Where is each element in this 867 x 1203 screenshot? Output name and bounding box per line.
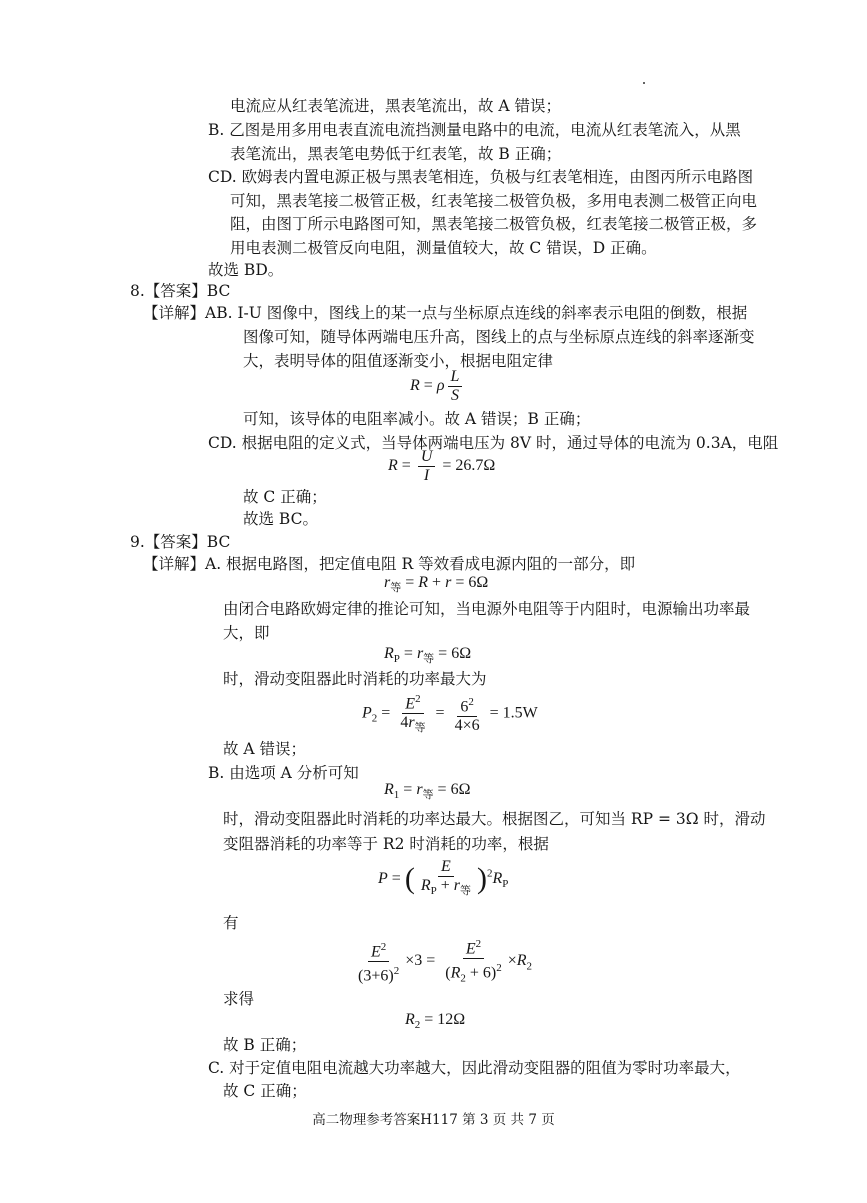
equation-resistance-value: R = $\frac{U}{I}$ = 26.7Ω [388,448,496,484]
speck-dot [643,82,645,84]
text-line: B. 由选项 A 分析可知 [208,764,359,782]
text-line: 故 A 错误； [223,740,307,758]
text-line: B. 乙图是用多用电表直流电流挡测量电路中的电流，电流从红表笔流入，从黑 [208,121,741,139]
text-line: CD. 根据电阻的定义式，当导体两端电压为 8V 时，通过导体的电流为 0.3A，电阻 [208,434,779,452]
equation-r1: $R_1 = r_等 = 6\Omega$ [384,781,471,802]
text-line: 求得 [223,990,255,1008]
text-line: 时，滑动变阻器此时消耗的功率最大为 [223,670,487,688]
text-line: 大，表明导体的阻值逐渐变小，根据电阻定律 [243,352,554,370]
text-line: 故 C 正确； [223,1082,307,1100]
equation-rp: $R_P = r_等 = 6\Omega$ [384,645,472,666]
text-line: 可知，黑表笔接二极管正极，红表笔接二极管负极，多用电表测二极管正向电 [230,192,758,210]
answer-heading-8: 8.【答案】BC [130,282,231,300]
text-line: 故选 BD。 [208,261,284,279]
text-line: 图像可知，随导体两端电压升高，图线上的点与坐标原点连线的斜率逐渐变 [243,328,755,346]
text-line: 故 B 正确； [223,1036,307,1054]
text-line: 电流应从红表笔流进，黑表笔流出，故 A 错误； [230,97,562,115]
equation-equivalent-r: $r_等 = R + r = 6\Omega$ [384,574,489,595]
page-footer: 高二物理参考答案H117 第 3 页 共 7 页 [312,1112,555,1128]
text-line: C. 对于定值电阻电流越大功率越大，因此滑动变阻器的阻值为零时功率最大， [208,1059,741,1077]
text-line: 有 [223,914,239,932]
text-line: 可知，该导体的电阻率减小。故 A 错误；B 正确； [243,410,591,428]
text-line: 时，滑动变阻器此时消耗的功率达最大。根据图乙，可知当 RP = 3Ω 时，滑动 [223,810,766,828]
text-line: 阻，由图丁所示电路图可知，黑表笔接二极管负极，红表笔接二极管正极，多 [230,215,758,233]
text-line: 大，即 [223,624,270,642]
equation-power-balance: $\frac{E^2}{(3+6)^2}$ ×3 = $\frac{E^2}{(R_2 + 6)^2}$ $\times R_2$ [352,935,532,988]
answer-heading-9: 9.【答案】BC [130,533,231,551]
text-line: 故 C 正确； [243,488,327,506]
text-line: CD. 欧姆表内置电源正极与黑表笔相连，负极与红表笔相连，由图丙所示电路图 [208,168,754,186]
equation-p2: $P_2$ = $\frac{E^2}{4r_等}$ = $\frac{6^2}{4\times 6}$ = 1.5W [362,690,538,738]
text-line: 变阻器消耗的功率等于 R2 时消耗的功率，根据 [223,835,549,853]
text-line: 【详解】AB. I-U 图像中，图线上的某一点与坐标原点连线的斜率表示电阻的倒数，根据 [143,304,748,322]
equation-r2: $R_2 = 12\Omega$ [405,1011,466,1032]
text-line: 【详解】A. 根据电路图，把定值电阻 R 等效看成电源内阻的一部分，即 [143,555,636,573]
text-line: 由闭合电路欧姆定律的推论可知，当电源外电阻等于内阻时，电源输出功率最 [223,600,751,618]
text-line: 用电表测二极管反向电阻，测量值较大，故 C 错误，D 正确。 [230,239,657,257]
text-line: 表笔流出，黑表笔电势低于红表笔，故 B 正确； [230,145,562,163]
text-line: 故选 BC。 [243,510,318,528]
equation-power: P = ( $\frac{E}{R_P + r_等}$ )$^2R_P$ [378,858,509,898]
equation-resistance-law: R = ρ $\frac{L}{S}$ [410,368,465,405]
